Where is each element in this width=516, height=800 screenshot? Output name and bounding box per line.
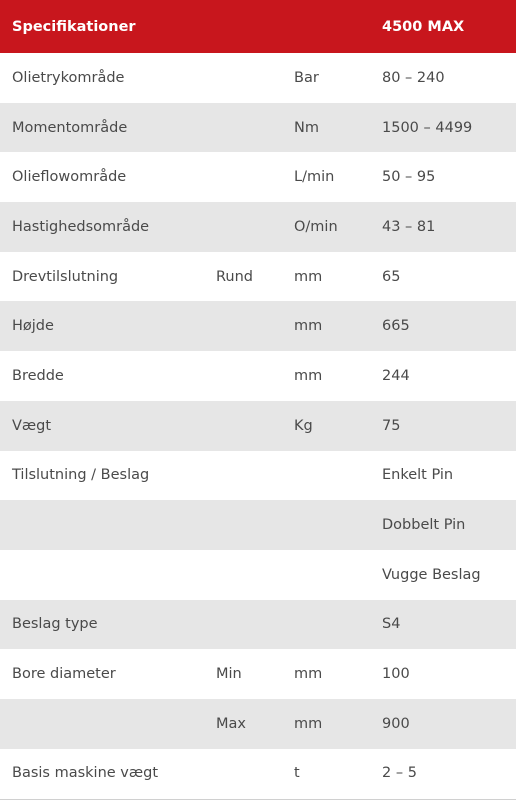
row-sub: Min [216, 666, 242, 683]
row-value: 665 [382, 318, 410, 335]
table-row [0, 600, 516, 650]
row-value: 2 – 5 [382, 765, 417, 782]
table-row [0, 351, 516, 401]
row-unit: L/min [294, 169, 335, 186]
row-value: 50 – 95 [382, 169, 436, 186]
row-label: Vægt [12, 417, 52, 434]
table-row [0, 53, 516, 103]
row-unit: mm [294, 715, 323, 732]
row-unit: Nm [294, 119, 319, 136]
row-label: Bredde [12, 367, 64, 384]
table-row [0, 500, 516, 550]
header-model: 4500 MAX [382, 18, 465, 35]
row-value: 43 – 81 [382, 218, 436, 235]
table-row [0, 401, 516, 451]
row-value: 65 [382, 268, 401, 285]
header-title: Specifikationer [12, 18, 136, 35]
table-row [0, 252, 516, 302]
table-row [0, 152, 516, 202]
row-unit: mm [294, 318, 323, 335]
row-label: Beslag type [12, 616, 98, 633]
row-value: 244 [382, 367, 410, 384]
row-label: Bore diameter [12, 666, 116, 683]
row-label: Tilslutning / Beslag [12, 467, 150, 484]
row-value: 1500 – 4499 [382, 119, 473, 136]
table-row [0, 301, 516, 351]
row-label: Basis maskine vægt [12, 765, 158, 782]
table-row [0, 649, 516, 699]
table-row [0, 749, 516, 799]
row-label: Højde [12, 318, 54, 335]
row-label: Momentområde [12, 119, 128, 136]
row-unit: mm [294, 666, 323, 683]
row-sub: Max [216, 715, 246, 732]
row-label: Hastighedsområde [12, 218, 150, 235]
table-row [0, 103, 516, 153]
row-value: Dobbelt Pin [382, 517, 466, 534]
row-value: 100 [382, 666, 410, 683]
row-unit: O/min [294, 218, 338, 235]
row-label: Drevtilslutning [12, 268, 119, 285]
table-row [0, 202, 516, 252]
row-value: Vugge Beslag [382, 566, 481, 583]
row-label: Olietrykområde [12, 69, 125, 86]
table-header [0, 0, 516, 53]
table-row [0, 451, 516, 501]
table-row [0, 699, 516, 749]
row-unit: t [294, 765, 300, 782]
row-value: Enkelt Pin [382, 467, 454, 484]
row-value: 900 [382, 715, 410, 732]
row-value: S4 [382, 616, 401, 633]
row-unit: Bar [294, 69, 319, 86]
row-unit: Kg [294, 417, 313, 434]
row-unit: mm [294, 268, 323, 285]
row-label: Olieflowområde [12, 169, 127, 186]
row-unit: mm [294, 367, 323, 384]
row-value: 80 – 240 [382, 69, 445, 86]
row-sub: Rund [216, 268, 254, 285]
table-row [0, 550, 516, 600]
row-value: 75 [382, 417, 401, 434]
